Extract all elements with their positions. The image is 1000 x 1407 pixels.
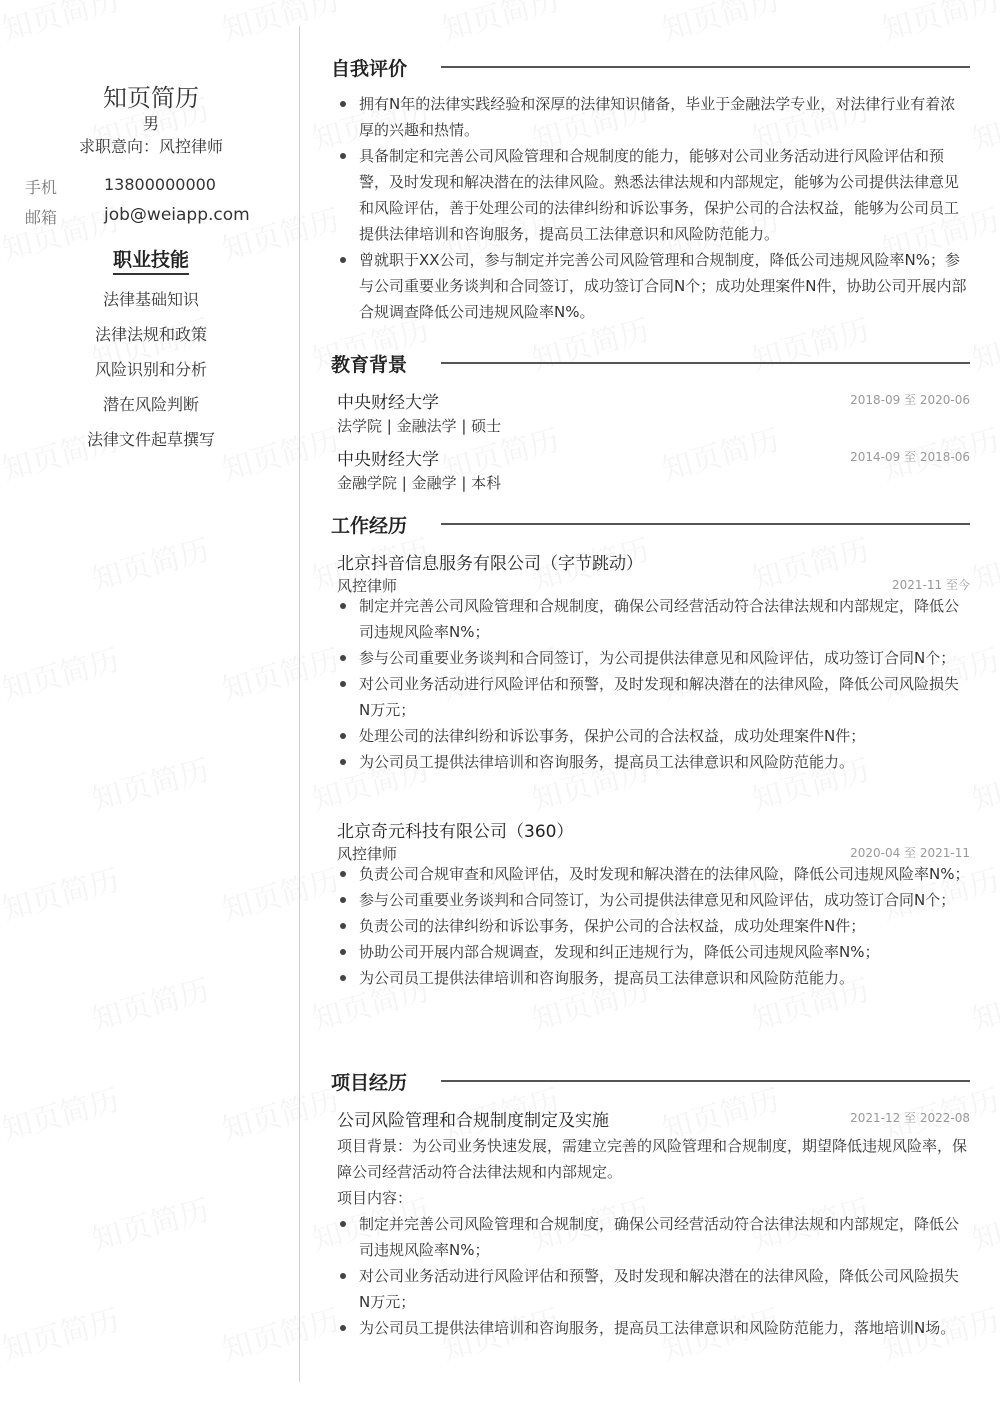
project-item: 制定并完善公司风险管理和合规制度，确保公司经营活动符合法律法规和内部规定，降低公司违规风险率N%；: [337, 1211, 970, 1263]
email-label: 邮箱: [25, 208, 58, 227]
work-entry: [337, 817, 970, 864]
school-name: 中央财经大学: [337, 450, 439, 470]
phone-label: 手机: [25, 178, 58, 197]
skill-item: 法律法规和政策: [94, 325, 207, 344]
duty-item: 制定并完善公司风险管理和合规制度，确保公司经营活动符合法律法规和内部规定，降低公司违规风险率N%；: [337, 593, 970, 645]
self-eval-item: 具备制定和完善公司风险管理和合规制度的能力，能够对公司业务活动进行风险评估和预警，及时发现和解决潜在的法律风险。熟悉法律法规和内部规定，能够为公司提供法律意见和风险评估，善于处理公司的法律纠纷和诉讼事务，保护公司的合法权益，能够为公司员工提供法律培训和咨询服务，提高员工法律意识和风险防范能力。: [337, 143, 970, 247]
section-rule: [441, 1080, 970, 1082]
project-bullets: [337, 1211, 970, 1341]
section-rule: [441, 362, 970, 364]
project-content-label: 项目内容：: [337, 1189, 413, 1207]
education-entry: [337, 388, 970, 436]
self-eval-item: 曾就职于XX公司，参与制定并完善公司风险管理和合规制度，降低公司违规风险率N%；参与公司重要业务谈判和合同签订，成功签订合同N个；成功处理案件N件，协助公司开展内部合规调查降低公司违规风险率N%。: [337, 247, 970, 325]
company-name: 北京奇元科技有限公司（360）: [337, 822, 574, 842]
email-value: job@weiapp.com: [104, 205, 250, 225]
job-intent: 求职意向：风控律师: [78, 137, 223, 156]
duty-item: 处理公司的法律纠纷和诉讼事务，保护公司的合法权益，成功处理案件N件；: [337, 723, 970, 749]
duty-item: 负责公司合规审查和风险评估，及时发现和解决潜在的法律风险，降低公司违规风险率N%；: [337, 861, 970, 887]
education-date: 2018-09 至 2020-06: [850, 393, 970, 407]
skills-title: 职业技能: [0, 245, 302, 272]
duty-item: 为公司员工提供法律培训和咨询服务，提高员工法律意识和风险防范能力。: [337, 749, 970, 775]
self-eval-list: [337, 91, 970, 325]
work-title: 工作经历: [331, 511, 407, 538]
work-entry: [337, 549, 970, 596]
work-duties: [337, 861, 970, 991]
candidate-name: 知页简历: [103, 84, 199, 112]
self-eval-item: 拥有N年的法律实践经验和深厚的法律知识储备，毕业于金融法学专业，对法律行业有着浓厚的兴趣和热情。: [337, 91, 970, 143]
phone-value: 13800000000: [104, 175, 216, 194]
skill-item: 风险识别和分析: [94, 360, 207, 379]
project-item: 为公司员工提供法律培训和咨询服务，提高员工法律意识和风险防范能力，落地培训N场。: [337, 1315, 970, 1341]
project-item: 对公司业务活动进行风险评估和预警，及时发现和解决潜在的法律风险，降低公司风险损失N万元；: [337, 1263, 970, 1315]
skill-item: 潜在风险判断: [102, 395, 199, 414]
duty-item: 参与公司重要业务谈判和合同签订，为公司提供法律意见和风险评估，成功签订合同N个；: [337, 645, 970, 671]
education-entry: [337, 445, 970, 493]
duty-item: 为公司员工提供法律培训和咨询服务，提高员工法律意识和风险防范能力。: [337, 965, 970, 991]
duty-item: 协助公司开展内部合规调查，发现和纠正违规行为，降低公司违规风险率N%；: [337, 939, 970, 965]
education-title: 教育背景: [331, 350, 407, 377]
job-role: 风控律师: [337, 577, 398, 595]
gender: 男: [142, 114, 159, 133]
project-name: 公司风险管理和合规制度制定及实施: [337, 1111, 609, 1131]
school-name: 中央财经大学: [337, 393, 439, 413]
duty-item: 负责公司的法律纠纷和诉讼事务，保护公司的合法权益，成功处理案件N件；: [337, 913, 970, 939]
education-detail: 金融学院 | 金融学 | 本科: [337, 474, 502, 492]
project-background: 项目背景：为公司业务快速发展，需建立完善的风险管理和合规制度，期望降低违规风险率，保障公司经营活动符合法律法规和内部规定。: [337, 1137, 968, 1181]
work-date: 2020-04 至 2021-11: [850, 846, 970, 860]
self-eval-title: 自我评价: [331, 54, 407, 81]
education-date: 2014-09 至 2018-06: [850, 450, 970, 464]
education-detail: 法学院 | 金融法学 | 硕士: [337, 417, 502, 435]
duty-item: 参与公司重要业务谈判和合同签订，为公司提供法律意见和风险评估，成功签订合同N个；: [337, 887, 970, 913]
skill-item: 法律基础知识: [102, 290, 199, 309]
section-rule: [441, 66, 970, 68]
company-name: 北京抖音信息服务有限公司（字节跳动）: [337, 554, 643, 574]
work-date: 2021-11 至今: [892, 578, 970, 592]
section-rule: [441, 523, 970, 525]
duty-item: 对公司业务活动进行风险评估和预警，及时发现和解决潜在的法律风险，降低公司风险损失N万元；: [337, 671, 970, 723]
project-entry: [337, 1106, 970, 1131]
project-date: 2021-12 至 2022-08: [850, 1111, 970, 1125]
job-role: 风控律师: [337, 845, 398, 863]
skill-item: 法律文件起草撰写: [86, 430, 215, 449]
project-title: 项目经历: [331, 1068, 407, 1095]
work-duties: [337, 593, 970, 775]
